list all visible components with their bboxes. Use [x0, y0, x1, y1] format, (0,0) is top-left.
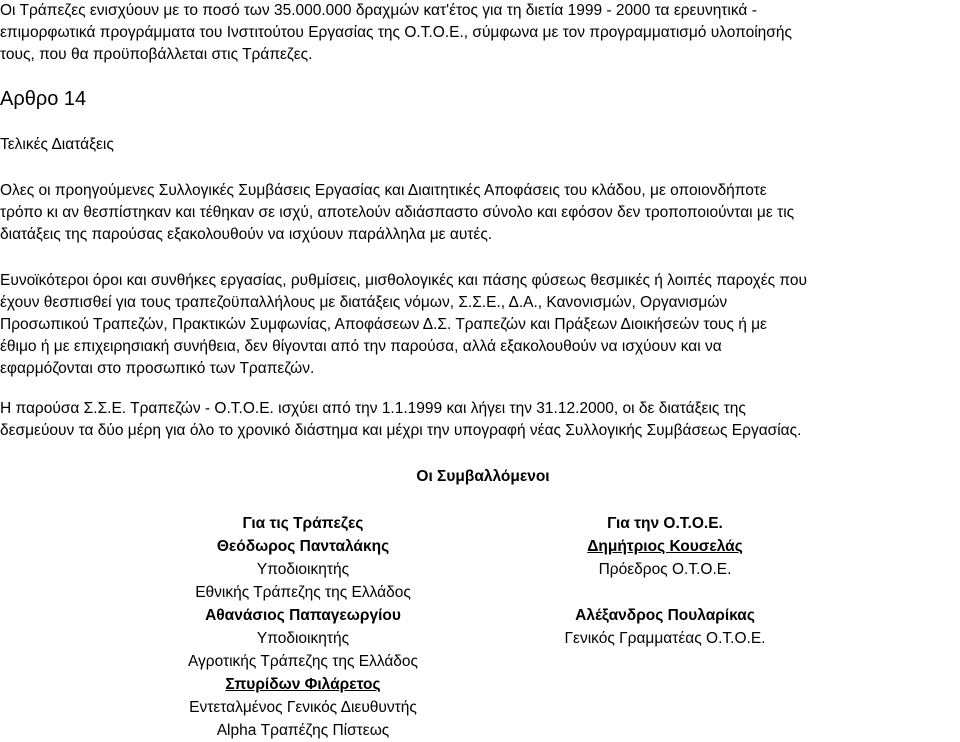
paragraph-line: εφαρμόζονται στο προσωπικό των Τραπεζών.: [0, 360, 315, 377]
paragraph-previous-agreements: [0, 180, 958, 246]
otoe-signatories: [500, 512, 830, 650]
intro-paragraph: [0, 0, 958, 66]
signatory-name: Δημήτριος Κουσελάς: [587, 538, 743, 555]
signatory-role: Γενικός Γραμματέας Ο.Τ.Ο.Ε.: [564, 630, 766, 647]
signatory-role: Πρόεδρος Ο.Τ.Ο.Ε.: [598, 561, 732, 578]
paragraph-line: Ολες οι προηγούμενες Συλλογικές Συμβάσεις Εργασίας και Διαιτητικές Αποφάσεις του κλάδου, με οποιονδήποτε: [0, 182, 767, 199]
paragraph-line: έθιμο ή με επιχειρησιακή συνήθεια, δεν θίγονται από την παρούσα, αλλά εξακολουθούν να ισχύουν και να: [0, 338, 722, 355]
parties-heading: Οι Συμβαλλόμενοι: [416, 468, 550, 485]
signatory-role: Υποδιοικητής: [256, 561, 350, 578]
signatory-organization: Εθνικής Τράπεζης της Ελλάδος: [195, 584, 411, 601]
paragraph-line: διατάξεις της παρούσας εξακολουθούν να ισχύουν παράλληλα με αυτές.: [0, 226, 493, 243]
article-title: Αρθρο 14: [0, 88, 87, 110]
signatory-organization: Alpha Τραπέζης Πίστεως: [216, 722, 390, 739]
signatory-name: Αλέξανδρος Πουλαρίκας: [575, 607, 755, 624]
paragraph-line: έχουν θεσπισθεί για τους τραπεζοϋπαλλήλους με διατάξεις νόμων, Σ.Σ.Ε., Δ.Α., Κανονισμών, Οργανισμών: [0, 294, 728, 311]
paragraph-line: Ευνοϊκότεροι όροι και συνθήκες εργασίας, ρυθμίσεις, μισθολογικές και πάσης φύσεως θεσμικές ή λοιπές παροχές που: [0, 272, 807, 289]
signatory-name: Αθανάσιος Παπαγεωργίου: [205, 607, 401, 624]
paragraph-line: Η παρούσα Σ.Σ.Ε. Τραπεζών - Ο.Τ.Ο.Ε. ισχύει από την 1.1.1999 και λήγει την 31.12.2000, οι δε διατάξεις της: [0, 400, 746, 417]
otoe-heading: Για την Ο.Τ.Ο.Ε.: [607, 515, 723, 532]
intro-line: Οι Τράπεζες ενισχύουν με το ποσό των 35.000.000 δραχμών κατ'έτος για τη διετία 1999 - 2000 τα ερευνητικά -: [0, 2, 757, 19]
paragraph-line: δεσμεύουν τα δύο μέρη για όλο το χρονικό διάστημα και μέχρι την υπογραφή νέας Συλλογικής Συμβάσεως Εργασίας.: [0, 422, 802, 439]
signatory-name: Σπυρίδων Φιλάρετος: [225, 676, 381, 693]
paragraph-validity: [0, 398, 958, 442]
intro-line: τους, που θα προϋποβάλλεται στις Τράπεζες.: [0, 46, 313, 63]
paragraph-line: Προσωπικού Τραπεζών, Πρακτικών Συμφωνίας, Αποφάσεων Δ.Σ. Τραπεζών και Πράξεων Διοικήσεών τους ή με: [0, 316, 767, 333]
intro-line: επιμορφωτικά προγράμματα του Ινστιτούτου Εργασίας της Ο.Τ.Ο.Ε., σύμφωνα με τον προγραμματισμό υλοποίησής: [0, 24, 792, 41]
signatory-organization: Αγροτικής Τράπεζης της Ελλάδος: [187, 653, 419, 670]
signatory-name: Θεόδωρος Πανταλάκης: [216, 538, 390, 555]
article-subtitle: Τελικές Διατάξεις: [0, 136, 114, 153]
spacer: [500, 581, 830, 604]
signatory-role: Υποδιοικητής: [256, 630, 350, 647]
banks-signatories: [140, 512, 466, 742]
signatory-role: Εντεταλμένος Γενικός Διευθυντής: [189, 699, 417, 716]
paragraph-favorable-terms: [0, 270, 958, 380]
paragraph-line: τρόπο κι αν θεσπίστηκαν και τέθηκαν σε ισχύ, αποτελούν αδιάσπαστο σύνολο και εφόσον δεν τροποποιούνται με τις: [0, 204, 795, 221]
banks-heading: Για τις Τράπεζες: [242, 515, 364, 532]
